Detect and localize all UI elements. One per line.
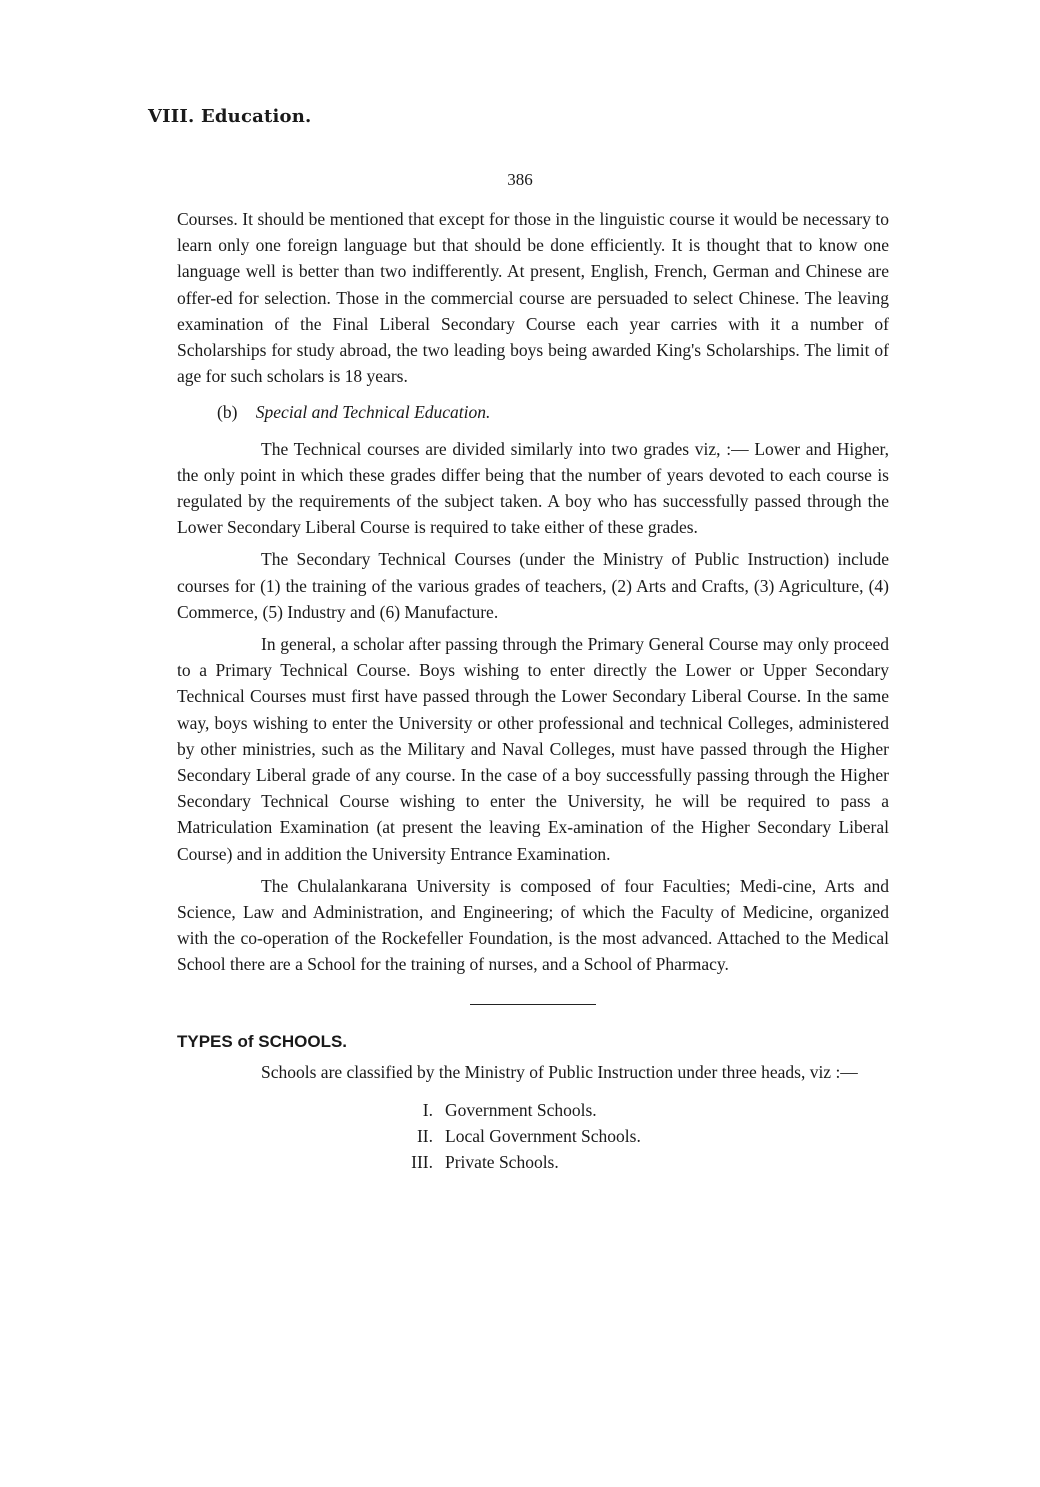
list-label: Local Government Schools. <box>445 1126 641 1147</box>
section-header: VIII. Education. <box>148 106 312 127</box>
list-label: Government Schools. <box>445 1100 597 1121</box>
list-label: Private Schools. <box>445 1152 559 1173</box>
types-intro: Schools are classified by the Ministry of Public Instruction under three heads, viz :— <box>261 1061 858 1082</box>
subsection-title: Special and Technical Education. <box>255 402 491 423</box>
subsection-label: (b) <box>217 402 238 423</box>
page-number: 386 <box>507 170 533 189</box>
list-numeral: I. <box>422 1100 433 1121</box>
list-item <box>387 1149 889 1175</box>
types-of-schools-title: TYPES of SCHOOLS. <box>177 1031 348 1051</box>
subsection-heading <box>217 399 889 425</box>
section-divider <box>470 1004 596 1005</box>
paragraph-secondary-technical: The Secondary Technical Courses (under the Ministry of Public Instruction) include courses for (1) the training of the various grades of teachers, (2) Arts and Crafts, (3) Agriculture, (4) Commerce, (5) Industry and (6) Manufacture. <box>177 549 889 622</box>
list-item <box>387 1097 889 1123</box>
paragraph-technical-grades: The Technical courses are divided similarly into two grades viz, :— Lower and Higher, the only point in which these grades differ being that the number of years devoted to each course is regulated by the requirements of the subject taken. A boy who has successfully passed through the Lower Secondary Liberal Course is required to take either of these grades. <box>177 438 889 538</box>
school-types-list <box>387 1097 889 1175</box>
paragraph-admission-rules: In general, a scholar after passing through the Primary General Course may only proceed to a Primary Technical Course. Boys wishing to enter directly the Lower or Upper Secondary Technical Courses must first have passed through the Lower Secondary Liberal Course. In the same way, boys wishing to enter the University or other professional and technical Colleges, administered by other ministries, such as the Military and Naval Colleges, must have passed through the Higher Secondary Liberal grade of any course. In the case of a boy successfully passing through the Higher Secondary Technical Course wishing to enter the University, he will be required to pass a Matriculation Examination (at present the leaving Ex-amination of the Higher Secondary Liberal Course) and in addition the University Entrance Examination. <box>177 634 889 864</box>
document-body <box>177 206 889 1175</box>
list-numeral: III. <box>411 1152 433 1173</box>
list-numeral: II. <box>416 1126 433 1147</box>
list-item <box>387 1123 889 1149</box>
paragraph-university: The Chulalankarana University is composed of four Faculties; Medi-cine, Arts and Science, Law and Administration, and Engineering; of which the Faculty of Medicine, organized with the co-operation of the Rockefeller Foundation, is the most advanced. Attached to the Medical School there are a School for the training of nurses, and a School of Pharmacy. <box>177 875 889 975</box>
paragraph-courses-continuation: Courses. It should be mentioned that except for those in the linguistic course it would be necessary to learn only one foreign language but that should be done efficiently. It is thought that to know one language well is better than two indifferently. At present, English, French, German and Chinese are offer-ed for selection. Those in the commercial course are persuaded to select Chinese. The leaving examination of the Final Liberal Secondary Course each year carries with it a number of Scholarships for study abroad, the two leading boys being awarded King's Scholarships. The limit of age for such scholars is 18 years. <box>177 209 889 387</box>
